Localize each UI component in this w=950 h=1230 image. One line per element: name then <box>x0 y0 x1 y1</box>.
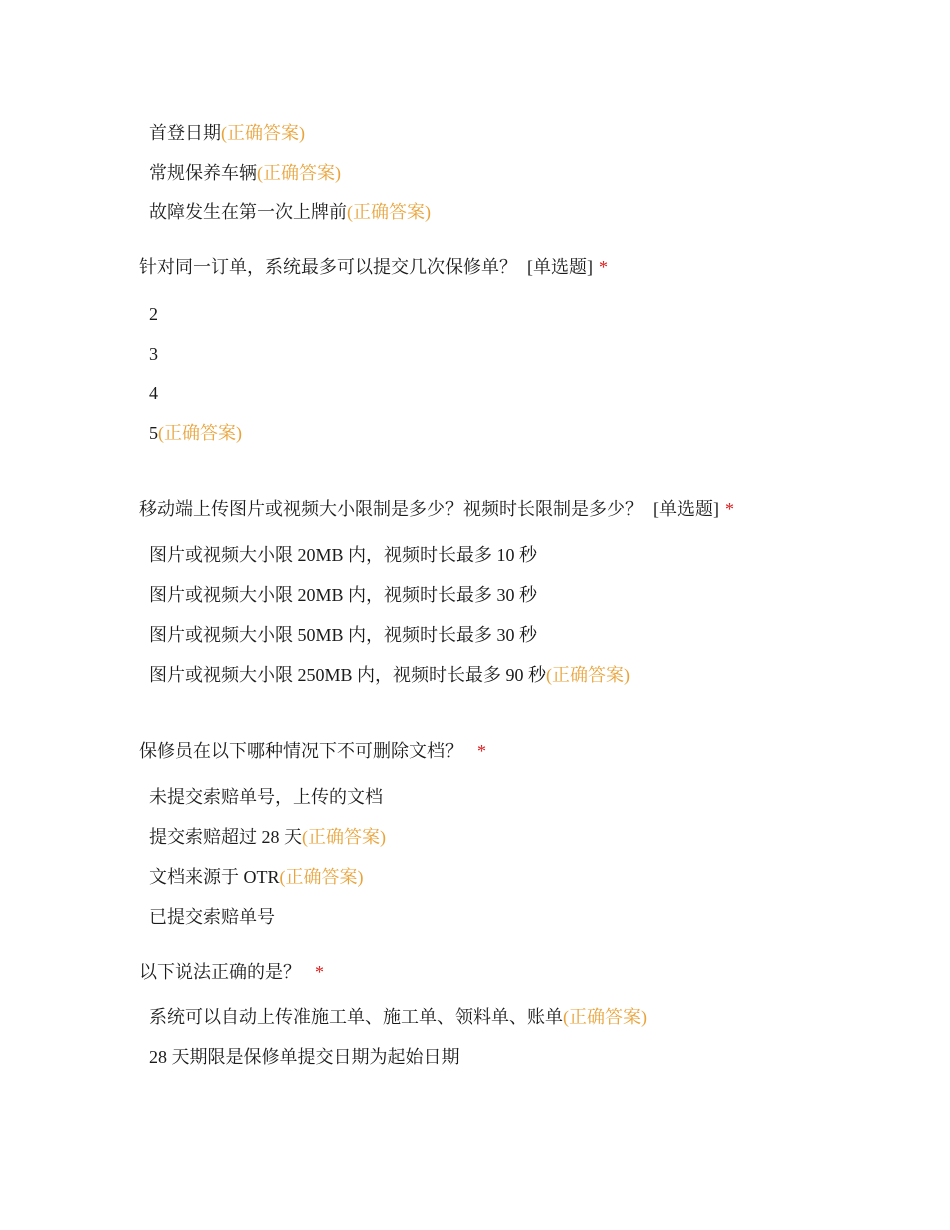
option-item <box>149 302 158 326</box>
question-text: 针对同一订单，系统最多可以提交几次保修单？ <box>139 257 517 277</box>
question-text: 以下说法正确的是？ <box>139 962 301 982</box>
option-item <box>149 1005 647 1029</box>
correct-answer-tag: (正确答案) <box>347 202 431 222</box>
option-item <box>149 865 364 889</box>
option-item <box>149 421 242 445</box>
option-item <box>149 623 537 647</box>
option-text: 5 <box>149 423 158 443</box>
question-type: [单选题] <box>653 499 719 519</box>
option-text: 图片或视频大小限 20MB 内，视频时长最多 10 秒 <box>149 545 538 565</box>
option-text: 图片或视频大小限 50MB 内，视频时长最多 30 秒 <box>149 625 538 645</box>
option-text: 未提交索赔单号，上传的文档 <box>149 787 383 807</box>
option-item <box>149 825 386 849</box>
question-title <box>139 497 734 521</box>
correct-answer-tag: (正确答案) <box>257 163 341 183</box>
option-text: 图片或视频大小限 250MB 内，视频时长最多 90 秒 <box>149 665 547 685</box>
option-item <box>149 161 341 185</box>
option-text: 图片或视频大小限 20MB 内，视频时长最多 30 秒 <box>149 585 538 605</box>
correct-answer-tag: (正确答案) <box>158 423 242 443</box>
correct-answer-tag: (正确答案) <box>279 867 364 887</box>
option-item <box>149 200 431 224</box>
option-item <box>149 583 537 607</box>
option-text: 2 <box>149 304 158 324</box>
option-item <box>149 905 275 929</box>
question-title <box>139 739 486 763</box>
question-type: [单选题] <box>527 257 593 277</box>
option-item <box>149 121 305 145</box>
question-text: 保修员在以下哪种情况下不可删除文档？ <box>139 741 463 761</box>
option-item <box>149 543 537 567</box>
option-item <box>149 342 158 366</box>
required-mark: * <box>725 499 734 519</box>
correct-answer-tag: (正确答案) <box>546 665 631 685</box>
option-text: 提交索赔超过 28 天 <box>149 827 302 847</box>
question-title <box>139 960 324 984</box>
option-text: 文档来源于 OTR <box>149 867 280 887</box>
option-text: 系统可以自动上传准施工单、施工单、领料单、账单 <box>149 1007 563 1027</box>
question-title <box>139 255 608 279</box>
option-item <box>149 663 630 687</box>
required-mark: * <box>315 962 324 982</box>
question-text: 移动端上传图片或视频大小限制是多少？视频时长限制是多少？ <box>139 499 643 519</box>
required-mark: * <box>599 257 608 277</box>
required-mark: * <box>477 741 486 761</box>
option-item <box>149 1045 460 1069</box>
correct-answer-tag: (正确答案) <box>302 827 386 847</box>
option-text: 3 <box>149 344 158 364</box>
option-text: 常规保养车辆 <box>149 163 257 183</box>
option-item <box>149 381 158 405</box>
option-text: 28 天期限是保修单提交日期为起始日期 <box>149 1047 460 1067</box>
option-item <box>149 785 383 809</box>
option-text: 故障发生在第一次上牌前 <box>149 202 347 222</box>
option-text: 首登日期 <box>149 123 221 143</box>
correct-answer-tag: (正确答案) <box>563 1007 647 1027</box>
option-text: 已提交索赔单号 <box>149 907 275 927</box>
option-text: 4 <box>149 383 158 403</box>
correct-answer-tag: (正确答案) <box>221 123 305 143</box>
